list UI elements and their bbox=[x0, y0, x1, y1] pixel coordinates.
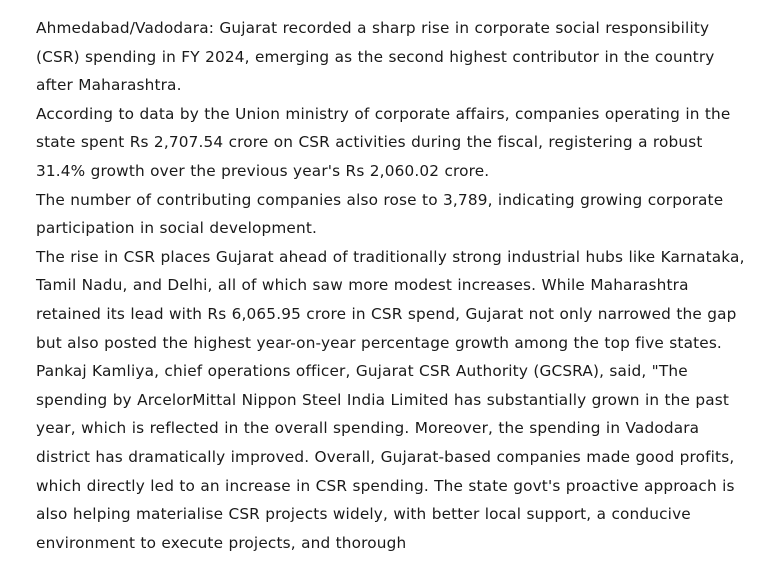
paragraph-3: The number of contributing companies also rose to 3,789, indicating growing corporate participation in social development. bbox=[36, 190, 724, 238]
paragraph-1: Ahmedabad/Vadodara: Gujarat recorded a sharp rise in corporate social responsibility (CSR) spending in FY 2024, emerging as the second highest contributor in the country after Maharashtra. bbox=[36, 19, 715, 95]
paragraph-5: Pankaj Kamliya, chief operations officer, Gujarat CSR Authority (GCSRA), said, "The spending by ArcelorMittal Nippon Steel India Limited has substantially grown in the past year, which is reflected in the overall spending. Moreover, the spending in Vadodara district has dramatically improved. Overall, Gujarat-based companies made good profits, which directly led to an increase in CSR spending. The state govt's proactive approach is also helping materialise CSR projects widely, with better local support, a conducive environment to execute projects, and thorough bbox=[36, 362, 735, 552]
paragraph-2: According to data by the Union ministry of corporate affairs, companies operating in the state spent Rs 2,707.54 crore on CSR activities during the fiscal, registering a robust 31.4% growth over the previous year's Rs 2,060.02 crore. bbox=[36, 104, 731, 180]
paragraph-4: The rise in CSR places Gujarat ahead of traditionally strong industrial hubs like Karnataka, Tamil Nadu, and Delhi, all of which saw more modest increases. While Maharashtra retained its lead with Rs 6,065.95 crore in CSR spend, Gujarat not only narrowed the gap but also posted the highest year-on-year percentage growth among the top five states. bbox=[36, 247, 745, 352]
